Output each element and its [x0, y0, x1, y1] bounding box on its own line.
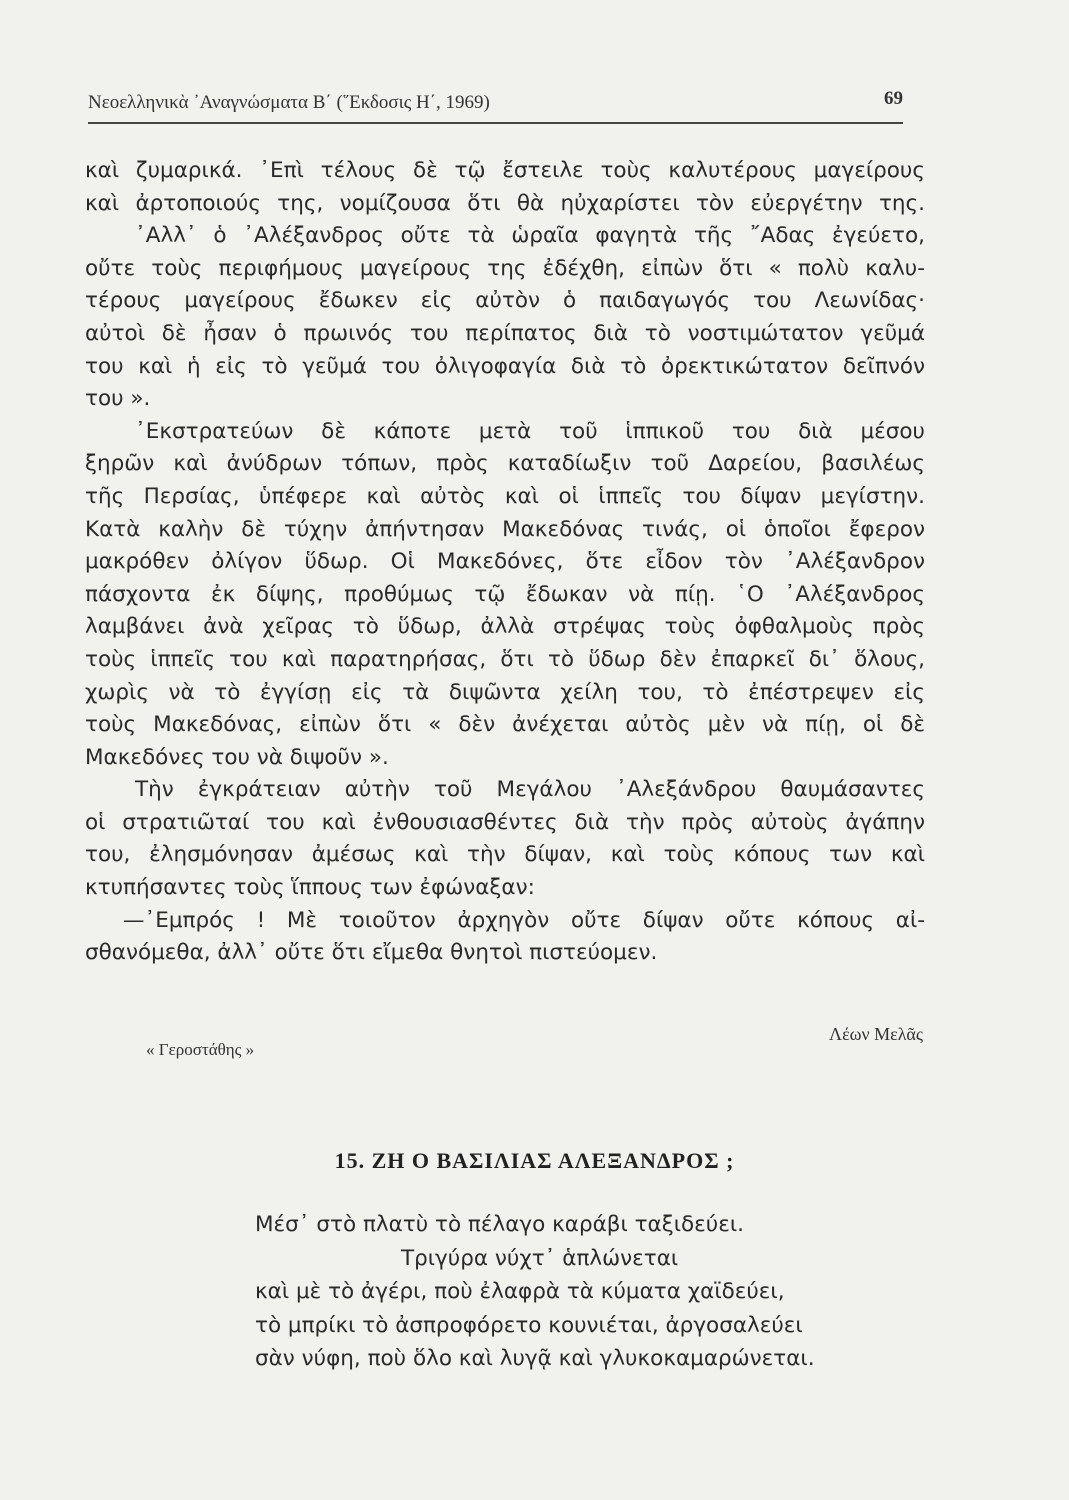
prose-line: ξηρῶν καὶ ἀνύδρων τόπων, πρὸς καταδίωξιν τοῦ Δαρείου, βασιλέως: [85, 451, 925, 477]
prose-line: αὐτοὶ δὲ ἦσαν ὁ πρωινός του περίπατος διὰ τὸ νοστιμώτατον γεῦμά: [85, 320, 925, 346]
prose-line: του, ἐλησμόνησαν ἀμέσως καὶ τὴν δίψαν, καὶ τοὺς κόπους των καὶ: [85, 842, 925, 868]
prose-line: Τὴν ἐγκράτειαν αὐτὴν τοῦ Μεγάλου ᾿Αλεξάνδρου θαυμάσαντες: [135, 777, 925, 803]
poem-line: τὸ μπρίκι τὸ ἀσπροφόρετο κουνιέται, ἀργοσαλεύει: [255, 1312, 803, 1338]
poem-line: Τριγύρα νύχτ᾿ ἁπλώνεται: [401, 1245, 679, 1271]
source-citation: « Γεροστάθης »: [146, 1040, 255, 1059]
poem-line: Μέσ᾿ στὸ πλατὺ τὸ πέλαγο καράβι ταξιδεύει.: [255, 1212, 744, 1237]
prose-line: μακρόθεν ὀλίγον ὕδωρ. Οἱ Μακεδόνες, ὅτε εἶδον τὸν ᾿Αλέξανδρον: [85, 549, 925, 575]
prose-body: [85, 155, 925, 970]
prose-line: ᾿Εκστρατεύων δὲ κάποτε μετὰ τοῦ ἱππικοῦ του διὰ μέσου: [135, 418, 925, 444]
prose-line: λαμβάνει ἀνὰ χεῖρας τὸ ὕδωρ, ἀλλὰ στρέψας τοὺς ὀφθαλμοὺς πρὸς: [85, 614, 925, 640]
prose-line: τῆς Περσίας, ὑπέφερε καὶ αὐτὸς καὶ οἱ ἱππεῖς του δίψαν μεγίστην.: [85, 483, 925, 509]
poem-line: σὰν νύφη, ποὺ ὅλο καὶ λυγᾷ καὶ γλυκοκαμαρώνεται.: [255, 1346, 815, 1371]
prose-line: σθανόμεθα, ἀλλ᾿ οὔτε ὅτι εἴμεθα θνητοὶ πιστεύομεν.: [85, 940, 658, 966]
header-rule: [88, 122, 903, 124]
section-heading: 15. ΖΗ Ο ΒΑΣΙΛΙΑΣ ΑΛΕΞΑΝΔΡΟΣ ;: [334, 1148, 735, 1173]
prose-line: οἱ στρατιῶταί του καὶ ἐνθουσιασθέντες διὰ τὴν πρὸς αὐτοὺς ἀγάπην: [85, 809, 925, 835]
prose-line: οὔτε τοὺς περιφήμους μαγείρους της ἐδέχθη, εἰπὼν ὅτι « πολὺ καλυ-: [85, 255, 925, 281]
prose-line: κτυπήσαντες τοὺς ἵππους των ἐφώναξαν:: [85, 875, 535, 901]
prose-line: τοὺς ἱππεῖς του καὶ παρατηρήσας, ὅτι τὸ ὕδωρ δὲν ἐπαρκεῖ δι᾿ ὅλους,: [85, 646, 925, 672]
prose-line: ᾿Αλλ᾿ ὁ ᾿Αλέξανδρος οὔτε τὰ ὡραῖα φαγητὰ τῆς ῎Αδας ἐγεύετο,: [135, 223, 925, 249]
prose-line: καὶ ζυμαρικά. ᾿Επὶ τέλους δὲ τῷ ἔστειλε τοὺς καλυτέρους μαγείρους: [85, 158, 925, 183]
prose-line: τοὺς Μακεδόνας, εἰπὼν ὅτι « δὲν ἀνέχεται αὐτὸς μὲν νὰ πίῃ, οἱ δὲ: [85, 712, 925, 738]
author-signature: Λέων Μελᾶς: [829, 1024, 923, 1044]
prose-line: —᾿Εμπρός ! Μὲ τοιοῦτον ἀρχηγὸν οὔτε δίψαν οὔτε κόπους αἰ-: [123, 907, 925, 933]
prose-line: χωρὶς νὰ τὸ ἐγγίσῃ εἰς τὰ διψῶντα χείλη του, τὸ ἐπέστρεψεν εἰς: [85, 679, 925, 705]
prose-line: Κατὰ καλὴν δὲ τύχην ἀπήντησαν Μακεδόνας τινάς, οἱ ὁποῖοι ἔφερον: [85, 516, 925, 542]
prose-line: τέρους μαγείρους ἔδωκεν εἰς αὐτὸν ὁ παιδαγωγός του Λεωνίδας·: [85, 288, 925, 314]
prose-line: καὶ ἀρτοποιούς της, νομίζουσα ὅτι θὰ ηὐχαρίστει τὸν εὐεργέτην της.: [85, 190, 925, 216]
prose-line: Μακεδόνες του νὰ διψοῦν ».: [85, 744, 389, 770]
prose-line: του ».: [85, 386, 151, 412]
poem-body: [255, 1208, 935, 1376]
prose-line: του καὶ ἡ εἰς τὸ γεῦμά του ὀλιγοφαγία διὰ τὸ ὀρεκτικώτατον δεῖπνόν: [85, 353, 925, 379]
prose-line: πάσχοντα ἐκ δίψης, προθύμως τῷ ἔδωκαν νὰ πίῃ. ῾Ο ᾿Αλέξανδρος: [85, 581, 925, 607]
poem-line: καὶ μὲ τὸ ἀγέρι, ποὺ ἐλαφρὰ τὰ κύματα χαϊδεύει,: [255, 1279, 785, 1304]
page-number: 69: [884, 88, 903, 109]
header-title: Νεοελληνικὰ ᾿Αναγνώσματα Β΄ (῞Εκδοσις Η΄, 1969): [88, 92, 490, 113]
